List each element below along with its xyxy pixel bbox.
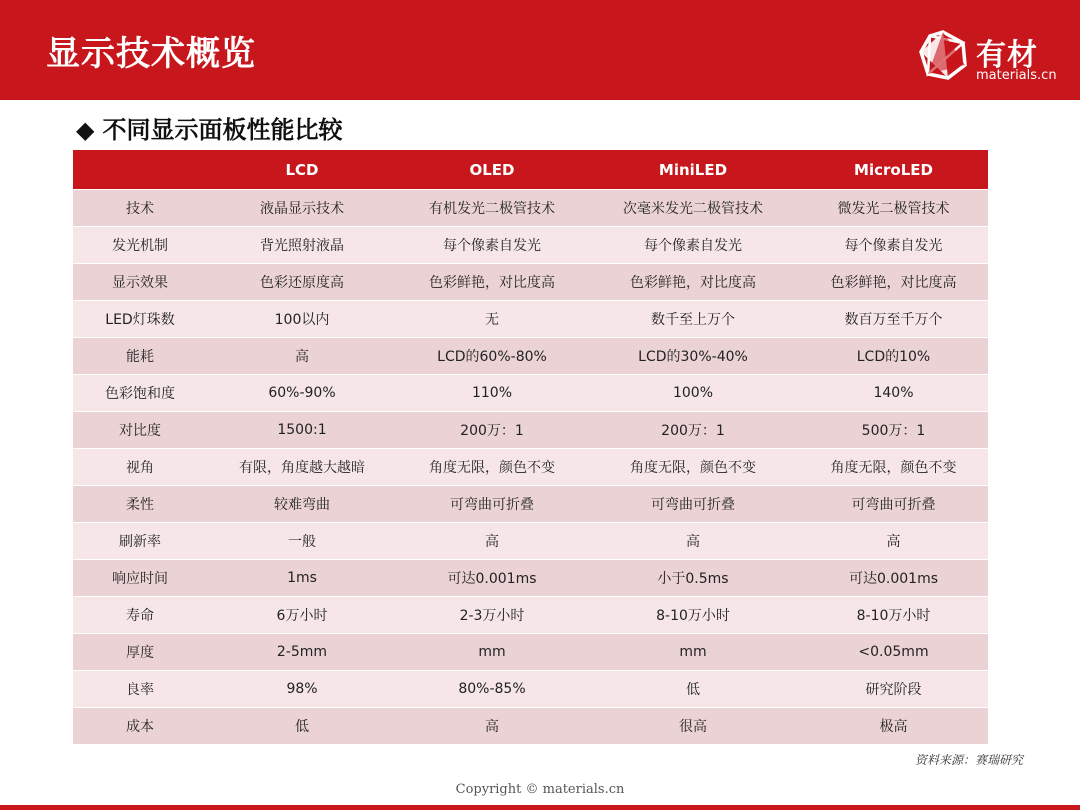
bottom-accent-bar [0, 805, 1080, 810]
table-cell: 高 [397, 523, 587, 559]
table-cell: 角度无限，颜色不变 [799, 449, 988, 485]
row-label: 柔性 [73, 486, 207, 522]
table-cell: 110% [397, 375, 587, 411]
table-row [73, 449, 988, 485]
table-cell: 背光照射液晶 [207, 227, 397, 263]
table-cell: 8-10万小时 [799, 597, 988, 633]
table-cell: 很高 [587, 708, 799, 744]
header-bar [0, 0, 1080, 100]
table-cell: <0.05mm [799, 634, 988, 670]
section-title [76, 110, 342, 145]
table-cell: 可弯曲可折叠 [799, 486, 988, 522]
copyright-notice: Copyright © materials.cn [455, 782, 625, 797]
polyhedron-logo-icon [918, 30, 968, 80]
header-cell-lcd: LCD [207, 150, 397, 189]
header-cell-blank [73, 150, 207, 189]
table-cell: 100以内 [207, 301, 397, 337]
table-row [73, 634, 988, 670]
table-cell: 200万：1 [397, 412, 587, 448]
table-cell: 可弯曲可折叠 [397, 486, 587, 522]
table-cell: LCD的30%-40% [587, 338, 799, 374]
row-label: 发光机制 [73, 227, 207, 263]
table-cell: 98% [207, 671, 397, 707]
table-cell: LCD的10% [799, 338, 988, 374]
row-label: 色彩饱和度 [73, 375, 207, 411]
table-cell: 可弯曲可折叠 [587, 486, 799, 522]
table-cell: 低 [587, 671, 799, 707]
table-cell: 1500:1 [207, 412, 397, 448]
table-cell: mm [587, 634, 799, 670]
row-label: 厚度 [73, 634, 207, 670]
table-cell: 有限，角度越大越暗 [207, 449, 397, 485]
table-cell: 极高 [799, 708, 988, 744]
table-cell: 次毫米发光二极管技术 [587, 190, 799, 226]
table-cell: 可达0.001ms [397, 560, 587, 596]
page-title: 显示技术概览 [46, 34, 256, 74]
table-cell: mm [397, 634, 587, 670]
table-row [73, 708, 988, 744]
table-cell: LCD的60%-80% [397, 338, 587, 374]
table-row [73, 597, 988, 633]
table-cell: 高 [799, 523, 988, 559]
table-row [73, 190, 988, 226]
row-label: 显示效果 [73, 264, 207, 300]
row-label: 刷新率 [73, 523, 207, 559]
row-label: 响应时间 [73, 560, 207, 596]
logo-text: 有材 [976, 38, 1038, 73]
brand-logo[interactable] [918, 28, 1058, 84]
table-row [73, 375, 988, 411]
table-row [73, 486, 988, 522]
row-label: 良率 [73, 671, 207, 707]
table-row [73, 301, 988, 337]
table-cell: 2-3万小时 [397, 597, 587, 633]
table-cell: 一般 [207, 523, 397, 559]
diamond-bullet-icon: ◆ [76, 116, 95, 144]
table-cell: 角度无限，颜色不变 [397, 449, 587, 485]
header-cell-miniled: MiniLED [587, 150, 799, 189]
table-cell: 每个像素自发光 [799, 227, 988, 263]
table-cell: 可达0.001ms [799, 560, 988, 596]
source-note: 资料来源：赛瑞研究 [914, 753, 1023, 767]
table-cell: 有机发光二极管技术 [397, 190, 587, 226]
table-cell: 色彩鲜艳，对比度高 [397, 264, 587, 300]
table-row [73, 264, 988, 300]
table-cell: 500万：1 [799, 412, 988, 448]
table-row [73, 560, 988, 596]
table-cell: 高 [207, 338, 397, 374]
row-label: 视角 [73, 449, 207, 485]
table-cell: 角度无限，颜色不变 [587, 449, 799, 485]
table-cell: 无 [397, 301, 587, 337]
table-cell: 140% [799, 375, 988, 411]
table-row [73, 523, 988, 559]
table-cell: 数百万至千万个 [799, 301, 988, 337]
logo-subtext: materials.cn [976, 68, 1057, 83]
table-cell: 较难弯曲 [207, 486, 397, 522]
row-label: LED灯珠数 [73, 301, 207, 337]
table-cell: 1ms [207, 560, 397, 596]
header-cell-microled: MicroLED [799, 150, 988, 189]
row-label: 能耗 [73, 338, 207, 374]
table-cell: 液晶显示技术 [207, 190, 397, 226]
table-cell: 低 [207, 708, 397, 744]
row-label: 技术 [73, 190, 207, 226]
table-cell: 小于0.5ms [587, 560, 799, 596]
table-cell: 高 [397, 708, 587, 744]
table-cell: 微发光二极管技术 [799, 190, 988, 226]
table-cell: 80%-85% [397, 671, 587, 707]
row-label: 成本 [73, 708, 207, 744]
table-cell: 研究阶段 [799, 671, 988, 707]
table-cell: 色彩鲜艳，对比度高 [587, 264, 799, 300]
table-cell: 8-10万小时 [587, 597, 799, 633]
table-cell: 每个像素自发光 [397, 227, 587, 263]
table-cell: 6万小时 [207, 597, 397, 633]
table-cell: 数千至上万个 [587, 301, 799, 337]
comparison-table [73, 149, 988, 745]
table-cell: 高 [587, 523, 799, 559]
table-row [73, 671, 988, 707]
table-row [73, 338, 988, 374]
table-cell: 色彩还原度高 [207, 264, 397, 300]
table-cell: 60%-90% [207, 375, 397, 411]
table-cell: 每个像素自发光 [587, 227, 799, 263]
table-row [73, 227, 988, 263]
table-cell: 100% [587, 375, 799, 411]
header-cell-oled: OLED [397, 150, 587, 189]
table-cell: 200万：1 [587, 412, 799, 448]
table-cell: 2-5mm [207, 634, 397, 670]
table-row [73, 412, 988, 448]
table-cell: 色彩鲜艳，对比度高 [799, 264, 988, 300]
section-title-text: 不同显示面板性能比较 [102, 116, 343, 144]
table-header-row [73, 150, 988, 189]
row-label: 对比度 [73, 412, 207, 448]
row-label: 寿命 [73, 597, 207, 633]
